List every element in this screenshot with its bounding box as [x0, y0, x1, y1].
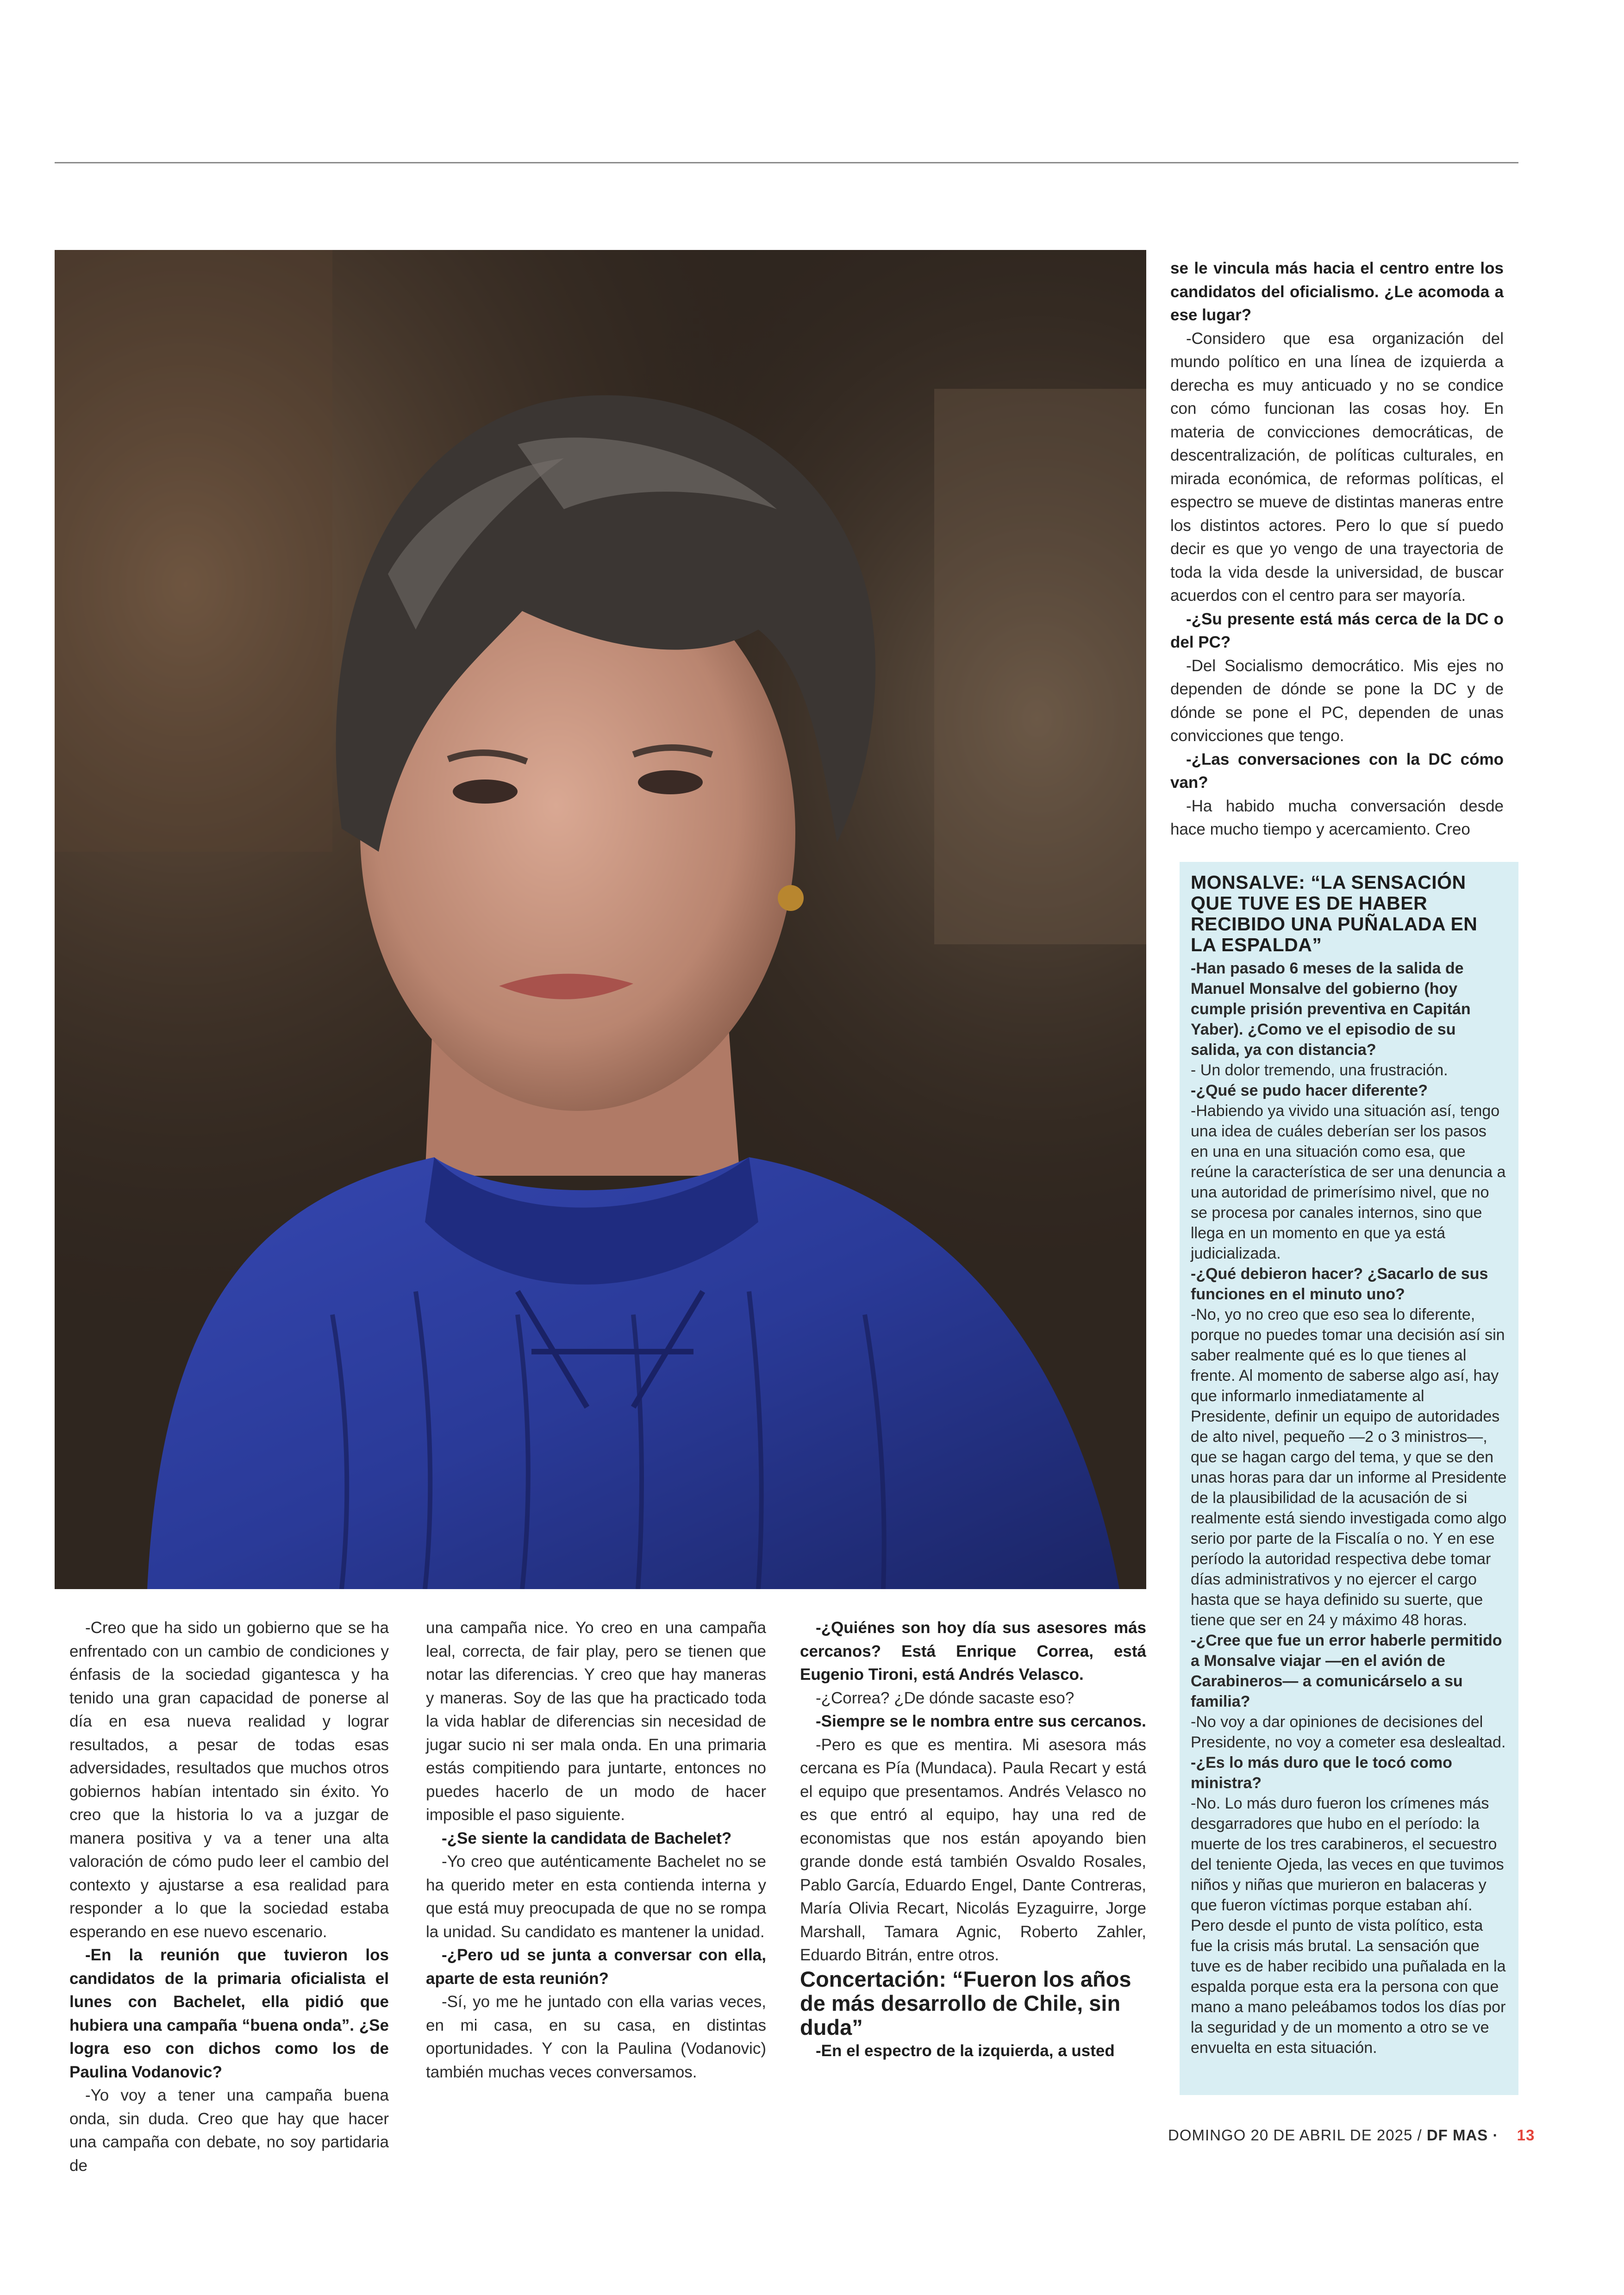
answer-paragraph: una campaña nice. Yo creo en una campaña leal, correcta, de fair play, pero se tienen que notar las diferencias. Y creo que hay maneras y maneras. Soy de las que ha practicado toda la vida hablar de diferencias sin necesidad de jugar sucio ni ser mala onda. En una primaria estás compitiendo para juntarte, entonces no puedes hacerlo de un modo de hacer imposible el paso siguiente.: [426, 1619, 766, 1824]
page-number: 13: [1517, 2127, 1535, 2144]
portrait-photo: [55, 250, 1146, 1589]
sidebar-answer: -No. Lo más duro fueron los crímenes más desgarradores que hubo en el período: la muerte de los tres carabineros, el secuestro del teniente Ojeda, las veces en que tuvimos niños y niñas que murieron en balaceras y que fueron víctimas porque estaban ahí. Pero desde el punto de vista político, esta fue la crisis más brutal. La sensación que tuve es de haber recibido una puñalada en la espalda porque esta era la persona con que mano a mano peleábamos todos los días por la seguridad y de un momento a otro se ve envuelta en esta situación.: [1191, 1795, 1506, 2057]
answer-paragraph: -Ha habido mucha conversación desde hace mucho tiempo y acercamiento. Creo: [1170, 797, 1504, 838]
footer-date: DOMINGO 20 DE ABRIL DE 2025 /: [1168, 2127, 1422, 2144]
question-paragraph: -¿Su presente está más cerca de la DC o del PC?: [1170, 610, 1504, 651]
answer-paragraph: -Yo voy a tener una campaña buena onda, sin duda. Creo que hay que hacer una campaña con debate, no soy partidaria de: [69, 2086, 389, 2175]
sidebar-question: -¿Cree que fue un error haberle permitido a Monsalve viajar —en el avión de Carabineros— a comunicárselo a su familia?: [1191, 1632, 1502, 1710]
page-footer: [1168, 2127, 1535, 2144]
section-subheading: Concertación: “Fueron los años de más desarrollo de Chile, sin duda”: [800, 1966, 1131, 2039]
answer-paragraph: -Considero que esa organización del mundo político en una línea de izquierda a derecha es muy anticuado y no se condice con cómo funcionan las cosas hoy. En materia de convicciones democráticas, de descentralización, de políticas culturales, en mirada económica, de reformas políticas, el espectro se mueve de distintas maneras entre los distintos actores. Pero lo que sí puedo decir es que yo vengo de una trayectoria de toda la vida desde la universidad, de buscar acuerdos con el centro para ser mayoría.: [1170, 329, 1504, 605]
answer-paragraph: -Sí, yo me he juntado con ella varias veces, en mi casa, en su casa, en distintas oportunidades. Y con la Paulina (Vodanovic) también muchas veces conversamos.: [426, 1993, 766, 2081]
question-paragraph: se le vincula más hacia el centro entre los candidatos del oficialismo. ¿Le acomoda a ese lugar?: [1170, 259, 1504, 324]
sidebar-question: -¿Qué debieron hacer? ¿Sacarlo de sus funciones en el minuto uno?: [1191, 1265, 1488, 1303]
sidebar-answer: -No, yo no creo que eso sea lo diferente, porque no puedes tomar una decisión así sin saber realmente qué es lo que tienes al frente. Al momento de saberse algo así, hay que informarlo inmediatamente al Presidente, definir un equipo de autoridades de alto nivel, pequeño —2 o 3 ministros—, que se hagan cargo del tema, y que se den unas horas para dar un informe al Presidente de la plausibilidad de la acusación de si realmente está siendo investigada como algo serio por parte de la Fiscalía o no. Y en ese período la autoridad respectiva debe tomar días administrativos y no ejercer el cargo hasta que se haya definido su suerte, que tiene que ser en 24 y máximo 48 horas.: [1191, 1306, 1507, 1629]
answer-paragraph: -Pero es que es mentira. Mi asesora más cercana es Pía (Mundaca). Paula Recart y está el equipo que presentamos. Andrés Velasco no es que entró al equipo, hay una red de economistas que nos están apoyando bien grande donde está también Osvaldo Rosales, Pablo García, Eduardo Engel, Dante Contreras, María Olivia Recart, Nicolás Eyzaguirre, Jorge Marshall, Tamara Agnic, Roberto Zahler, Eduardo Bitrán, entre otros.: [800, 1735, 1146, 1964]
question-paragraph: -Siempre se le nombra entre sus cercanos.: [816, 1712, 1146, 1730]
answer-paragraph: -Creo que ha sido un gobierno que se ha enfrentado con un cambio de condiciones y énfasis de la sociedad gigantesca y ha tenido una gran capacidad de ponerse al día en esa nueva realidad y lograr resultados, a pesar de todas esas adversidades, resultados que muchos otros gobiernos habían intentado sin éxito. Yo creo que la historia lo va a juzgar de manera positiva y va a tener una alta valoración de cómo pudo leer el cambio del contexto y ajustarse a esa realidad para responder a lo que la sociedad estaba esperando en ese nuevo escenario.: [69, 1619, 389, 1941]
sidebar-box: [1180, 862, 1518, 2095]
question-paragraph: -¿Las conversaciones con la DC cómo van?: [1170, 750, 1504, 792]
sidebar-title: MONSALVE: “LA SENSACIÓN QUE TUVE ES DE HABER RECIBIDO UNA PUÑALADA EN LA ESPALDA”: [1191, 872, 1478, 955]
question-paragraph: -¿Pero ud se junta a conversar con ella, aparte de esta reunión?: [426, 1946, 766, 1988]
question-paragraph: -En la reunión que tuvieron los candidatos de la primaria oficialista el lunes con Bachelet, ella pidió que hubiera una campaña “buena onda”. ¿Se logra eso con dichos como los de Paulina Vodanovic?: [69, 1946, 389, 2081]
article-column-1: [69, 1616, 389, 2177]
header-rule: [55, 162, 1518, 163]
article-column-4: [1170, 257, 1504, 842]
sidebar-question: -¿Es lo más duro que le tocó como ministra?: [1191, 1754, 1452, 1792]
article-column-2: [426, 1616, 766, 2084]
answer-paragraph: -Yo creo que auténticamente Bachelet no se ha querido meter en esta contienda interna y que está muy preocupada de que no se rompa la unidad. Su candidato es mantener la unidad.: [426, 1852, 766, 1941]
answer-paragraph: -¿Correa? ¿De dónde sacaste eso?: [816, 1689, 1074, 1707]
sidebar-question: -Han pasado 6 meses de la salida de Manuel Monsalve del gobierno (hoy cumple prisión preventiva en Capitán Yaber). ¿Como ve el episodio de su salida, ya con distancia?: [1191, 960, 1471, 1059]
question-paragraph: -En el espectro de la izquierda, a usted: [816, 2041, 1115, 2060]
answer-paragraph: -Del Socialismo democrático. Mis ejes no dependen de dónde se pone la DC y de dónde se pone el PC, dependen de unas convicciones que tengo.: [1170, 656, 1504, 745]
sidebar-question: -¿Qué se pudo hacer diferente?: [1191, 1082, 1428, 1099]
portrait-illustration: [55, 250, 1146, 1589]
sidebar-answer: -No voy a dar opiniones de decisiones del Presidente, no voy a cometer esa deslealtad.: [1191, 1713, 1506, 1751]
article-column-3: [800, 1616, 1146, 2063]
sidebar-answer: -Habiendo ya vivido una situación así, tengo una idea de cuáles deberían ser los pasos en una en una situación como esa, que reúne la característica de ser una denuncia a una autoridad de primerísimo nivel, que no se procesa por canales internos, sino que llega en un momento en que ya está judicializada.: [1191, 1102, 1506, 1262]
sidebar-answer: - Un dolor tremendo, una frustración.: [1191, 1061, 1448, 1079]
question-paragraph: -¿Se siente la candidata de Bachelet?: [442, 1829, 732, 1847]
question-paragraph: -¿Quiénes son hoy día sus asesores más cercanos? Está Enrique Correa, está Eugenio Tironi, está Andrés Velasco.: [800, 1619, 1146, 1684]
footer-publication: DF MAS ·: [1426, 2127, 1499, 2144]
